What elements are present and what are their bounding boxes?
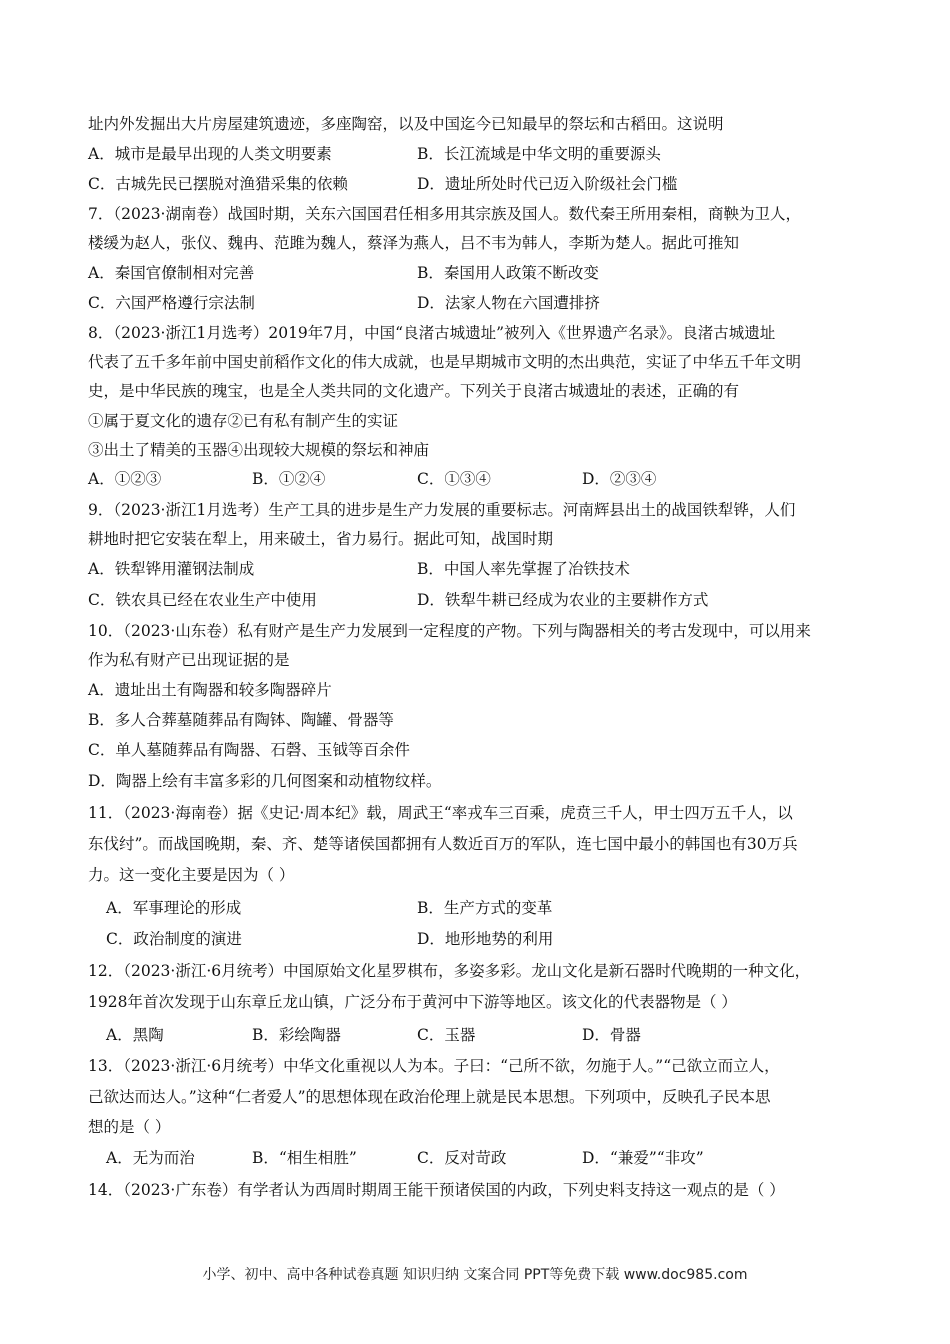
option-d: D．陶器上绘有丰富多彩的几何图案和动植物纹样。 (88, 772, 442, 790)
options-row (88, 262, 878, 284)
question-7-stem: 7．（2023·湖南卷）战国时期，关东六国国君任相多用其宗族及国人。数代秦王所用秦相，商鞅为卫人， (88, 205, 801, 223)
option-d: D．地形地势的利用 (417, 930, 554, 948)
question-10-stem: 10．（2023·山东卷）私有财产是生产力发展到一定程度的产物。下列与陶器相关的考古发现中，可以用来 (88, 622, 811, 640)
question-8-statement: ①属于夏文化的遗存②已有私有制产生的实证 (88, 412, 399, 430)
question-13-stem: 想的是（ ） (88, 1118, 171, 1136)
option-b: B．彩绘陶器 (252, 1026, 341, 1044)
options-row (88, 173, 878, 195)
options-row (106, 1147, 896, 1169)
page-footer: 小学、初中、高中各种试卷真题 知识归纳 文案合同 PPT等免费下载 www.doc985.com (202, 1267, 748, 1283)
options-row (106, 897, 896, 919)
options-row (106, 1024, 896, 1046)
option-a: A．遗址出土有陶器和较多陶器碎片 (88, 681, 332, 699)
option-c: C．政治制度的演进 (106, 930, 242, 948)
option-c: C．古城先民已摆脱对渔猎采集的依赖 (88, 175, 348, 193)
options-row (88, 468, 878, 490)
question-9-stem: 9．（2023·浙江1月选考）生产工具的进步是生产力发展的重要标志。河南辉县出土的战国铁犁铧，人们 (88, 501, 796, 519)
question-11-stem: 东伐纣”。而战国晚期，秦、齐、楚等诸侯国都拥有人数近百万的军队，连七国中最小的韩国也有30万兵 (88, 835, 798, 853)
options-row (88, 292, 878, 314)
question-14-stem: 14．（2023·广东卷）有学者认为西周时期周王能干预诸侯国的内政，下列史料支持这一观点的是（ ） (88, 1181, 785, 1199)
question-text: 址内外发掘出大片房屋建筑遗迹，多座陶窑，以及中国迄今已知最早的祭坛和古稻田。这说明 (88, 115, 724, 133)
option-a: A．军事理论的形成 (106, 899, 242, 917)
question-13-stem: 13．（2023·浙江·6月统考）中华文化重视以人为本。子曰：“己所不欲，勿施于人。”“己欲立而立人， (88, 1057, 780, 1075)
question-12-stem: 1928年首次发现于山东章丘龙山镇，广泛分布于黄河中下游等地区。该文化的代表器物是（ ） (88, 993, 737, 1011)
option-d: D．法家人物在六国遭排挤 (417, 294, 600, 312)
question-8-stem: 8．（2023·浙江1月选考）2019年7月，中国“良渚古城遗址”被列入《世界遗产名录》。良渚古城遗址 (88, 324, 776, 342)
option-c: C．①③④ (417, 470, 491, 488)
option-b: B．生产方式的变革 (417, 899, 553, 917)
option-b: B．①②④ (252, 470, 326, 488)
options-row (106, 928, 896, 950)
option-a: A．①②③ (88, 470, 162, 488)
option-b: B．秦国用人政策不断改变 (417, 264, 599, 282)
options-row (88, 143, 878, 165)
question-11-stem: 力。这一变化主要是因为（ ） (88, 866, 295, 884)
option-c: C．单人墓随葬品有陶器、石磬、玉钺等百余件 (88, 741, 410, 759)
question-10-stem: 作为私有财产已出现证据的是 (88, 651, 290, 669)
option-b: B．多人合葬墓随葬品有陶钵、陶罐、骨器等 (88, 711, 394, 729)
option-c: C．玉器 (417, 1026, 476, 1044)
option-a: A．秦国官僚制相对完善 (88, 264, 255, 282)
question-13-stem: 己欲达而达人。”这种“仁者爱人”的思想体现在政治伦理上就是民本思想。下列项中，反映孔子民本思 (88, 1088, 771, 1106)
option-c: C．铁农具已经在农业生产中使用 (88, 591, 317, 609)
option-d: D．②③④ (582, 470, 657, 488)
option-d: D．骨器 (582, 1026, 641, 1044)
option-b: B．“相生相胜” (252, 1149, 357, 1167)
option-d: D．遗址所处时代已迈入阶级社会门槛 (417, 175, 678, 193)
question-12-stem: 12．（2023·浙江·6月统考）中国原始文化星罗棋布，多姿多彩。龙山文化是新石器时代晚期的一种文化， (88, 962, 811, 980)
question-7-stem: 楼缓为赵人，张仪、魏冉、范雎为魏人，蔡泽为燕人，吕不韦为韩人，李斯为楚人。据此可推知 (88, 234, 740, 252)
option-d: D．铁犁牛耕已经成为农业的主要耕作方式 (417, 591, 709, 609)
question-11-stem: 11．（2023·海南卷）据《史记·周本纪》载，周武王“率戎车三百乘，虎贲三千人，甲士四万五千人，以 (88, 804, 793, 822)
option-b: B．中国人率先掌握了冶铁技术 (417, 560, 630, 578)
option-a: A．无为而治 (106, 1149, 195, 1167)
option-a: A．城市是最早出现的人类文明要素 (88, 145, 332, 163)
question-8-stem: 代表了五千多年前中国史前稻作文化的伟大成就，也是早期城市文明的杰出典范，实证了中华五千年文明 (88, 353, 802, 371)
options-row (88, 589, 878, 611)
options-row (88, 558, 878, 580)
question-8-statement: ③出土了精美的玉器④出现较大规模的祭坛和神庙 (88, 441, 430, 459)
option-c: C．六国严格遵行宗法制 (88, 294, 255, 312)
option-c: C．反对苛政 (417, 1149, 507, 1167)
option-d: D．“兼爱”“非攻” (582, 1149, 704, 1167)
option-a: A．黑陶 (106, 1026, 164, 1044)
question-8-stem: 史，是中华民族的瑰宝，也是全人类共同的文化遗产。下列关于良渚古城遗址的表述，正确的有 (88, 382, 740, 400)
option-b: B．长江流域是中华文明的重要源头 (417, 145, 661, 163)
question-9-stem: 耕地时把它安装在犁上，用来破土，省力易行。据此可知，战国时期 (88, 530, 554, 548)
option-a: A．铁犁铧用灌钢法制成 (88, 560, 255, 578)
